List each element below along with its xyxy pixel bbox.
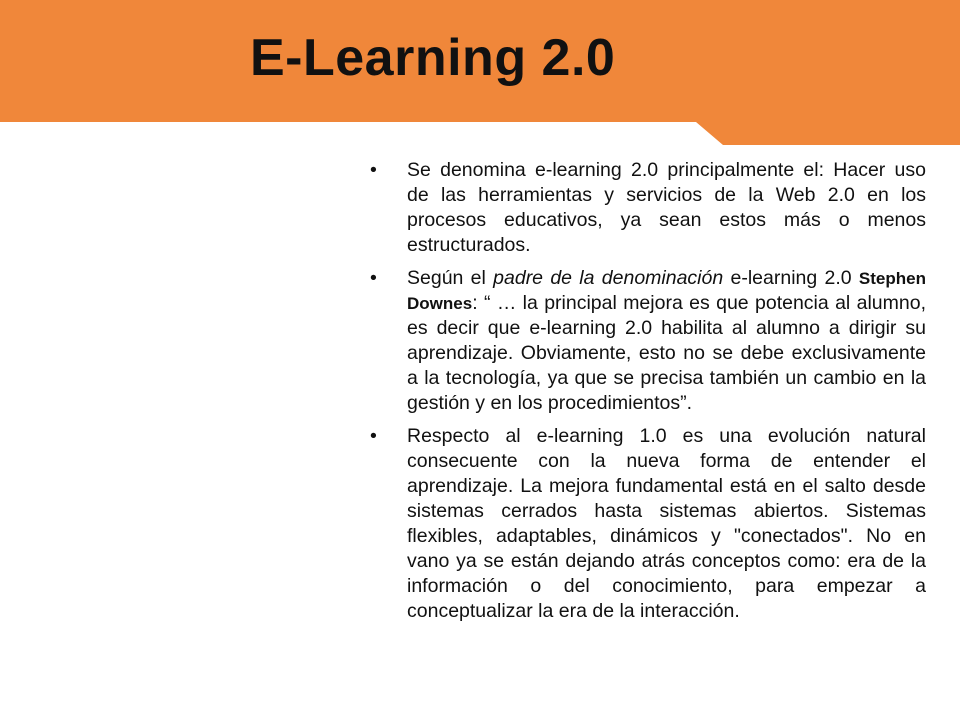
bullet-list xyxy=(370,158,926,632)
bullet-text-lead: Según el xyxy=(407,267,494,289)
bullet-text-after-emphasis: e-learning 2.0 xyxy=(723,267,859,289)
bullet-dot: • xyxy=(370,425,377,447)
bullet-item xyxy=(370,266,926,416)
slide-title: E-Learning 2.0 xyxy=(250,29,616,87)
bullet-text: Respecto al e-learning 1.0 es una evolución natural consecuente con la nueva forma de entender el aprendizaje. La mejora fundamental está en el salto desde sistemas cerrados hasta sistemas abiertos. Sistemas flexibles, adaptables, dinámicos y "conectados". No en vano ya se están dejando atrás conceptos como: era de la información o del conocimiento, para empezar a conceptualizar la era de la interacción. xyxy=(407,425,926,622)
bullet-text-quote: : “ … la principal mejora es que potencia al alumno, es decir que e-learning 2.0 habilita al alumno a dirigir su aprendizaje. Obviamente, esto no se debe exclusivamente a la tecnología, ya que se precisa también un cambio en la gestión y en los procedimientos”. xyxy=(407,292,926,414)
bullet-item xyxy=(370,424,926,624)
author-name: Stephen Downes xyxy=(407,269,926,313)
bullet-text-emphasis: padre de la denominación xyxy=(493,267,724,289)
bullet-item xyxy=(370,158,926,258)
bullet-dot: • xyxy=(370,267,377,289)
bullet-text: Se denomina e-learning 2.0 principalmente el: Hacer uso de las herramientas y servicios de la Web 2.0 en los procesos educativos, ya sean estos más o menos estructurados. xyxy=(407,159,926,256)
bullet-dot: • xyxy=(370,159,377,181)
